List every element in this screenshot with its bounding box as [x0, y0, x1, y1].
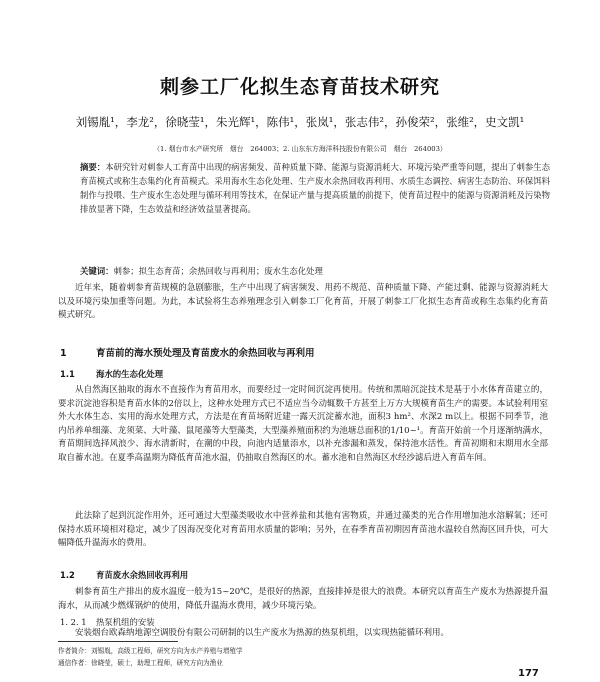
section-1-1-title: 海水的生态化处理	[96, 369, 163, 379]
paragraph-seawater-treatment: 从自然海区抽取的海水不直接作为育苗用水，而要经过一定时间沉淀再使用。传统和黑暗沉淀技术是基于小水体育苗建立的，要求沉淀池容积是育苗水体的2倍以上，这种水处理方式已不适应当今动辄数千方甚至上万方大规模育苗生产的需要。本试验利用室外大水体生态、实用的海水处理方式，方法是在育苗场附近建一露天沉淀蓄水池，面积3 hm²、水深2 m以上。根据不同季节，池内吊养单细藻、龙须菜、大叶藻、鼠尾藻等大型藻类，大型藻养殖面积约为池塘总面积的1/10~¹。育苗开始前一个月逐渐纳满水，育苗期间选择风浪少、海水清新时，在潮的中段，向池内适量添水，以补充渗漏和蒸发，保持池水活性。育苗初期和末期用水全部取自蓄水池。在夏季高温期为降低育苗池水温，仍抽取自然海区的水。蓄水池和自然海区水经沙滤后进入育苗车间。	[58, 385, 548, 463]
section-1-2-1-number: 1. 2. 1	[60, 617, 87, 627]
footnote-author-bio: 作者简介：刘锡胤，高级工程师，研究方向为水产养殖与增殖学	[58, 647, 243, 655]
abstract-text: 本研究针对刺参人工育苗中出现的病害频发、苗种质量下降、能源与资源消耗大、环境污染严重等问题，提出了刺参生态育苗模式或称生态集约化育苗模式。采用海水生态化处理、生产废水余热回收再利用、水质生态调控、病害生态防治、环保饵料制作与投喂、生产废水生态处理与循环利用等技术，在保证产量与提高质量的前提下，使育苗过程中的能源与资源消耗及污染物排放显著下降，生态效益和经济效益显著提高。	[80, 162, 550, 214]
section-1-2-title: 育苗废水余热回收再利用	[96, 570, 189, 580]
author-list: 刘锡胤¹，李龙²，徐晓莹¹，朱光辉¹，陈伟¹，张岚¹，张志伟²，孙俊荣²，张维²，史文凯¹	[75, 115, 525, 129]
section-1-2-1-title: 热泵机组的安装	[96, 617, 155, 627]
paper-title: 刺参工厂化拟生态育苗技术研究	[159, 76, 440, 98]
section-1-1-heading	[60, 368, 163, 380]
page-number: 177	[518, 668, 539, 679]
keywords-text: 刺参；拟生态育苗；余热回收与再利用；废水生态化处理	[113, 266, 323, 276]
section-1-title: 育苗前的海水预处理及育苗废水的余热回收与再利用	[96, 348, 315, 359]
section-1-number: 1	[60, 348, 67, 359]
section-1-heading	[60, 345, 315, 359]
section-1-2-number: 1.2	[60, 570, 75, 580]
section-1-1-number: 1.1	[60, 369, 75, 379]
abstract	[80, 160, 550, 260]
paragraph-settling-benefits: 此法除了起到沉淀作用外，还可通过大型藻类吸收水中营养盐和其他有害物质，并通过藻类的光合作用增加池水溶解氧；还可保持水质环境相对稳定，减少了因海况变化对育苗用水质量的影响；另外，在春季育苗初期因育苗池水温较自然海区回升快，可大幅降低升温海水的费用。	[58, 511, 548, 549]
intro-paragraph: 近年来，随着刺参育苗规模的急剧膨胀，生产中出现了病害频发、用药不规范、苗种质量下降、产能过剩、能源与资源消耗大以及环境污染加重等问题。为此，本试验将生态养殖理念引入刺参工厂化育苗，开展了刺参工厂化拟生态育苗或称生态集约化育苗模式研究。	[58, 283, 548, 321]
footnote-divider	[58, 641, 178, 642]
section-1-2-heading	[60, 569, 188, 581]
keywords	[80, 264, 550, 278]
keywords-label: 关键词：	[80, 266, 114, 276]
paragraph-heat-pump: 安装烟台欧森纳地源空调股份有限公司研制的以生产废水为热源的热泵机组，以实现热能循环利用。	[75, 628, 450, 638]
affiliation: （1. 烟台市水产研究所 烟台 264003；2. 山东东方海洋科技股份有限公司 烟台 264003）	[153, 145, 447, 153]
paragraph-heat-recovery: 刺参育苗生产排出的废水温度一般为15~20℃，是很好的热源，直接排掉是很大的浪费。本研究以育苗生产废水为热源提升温海水，从而减少燃煤锅炉的使用，降低升温海水费用，减少环境污染。	[58, 587, 548, 611]
abstract-label: 摘要：	[80, 162, 106, 172]
footnote-corresponding-author: 通信作者：徐晓莹，硕士，助理工程师，研究方向为渔业	[58, 659, 223, 667]
